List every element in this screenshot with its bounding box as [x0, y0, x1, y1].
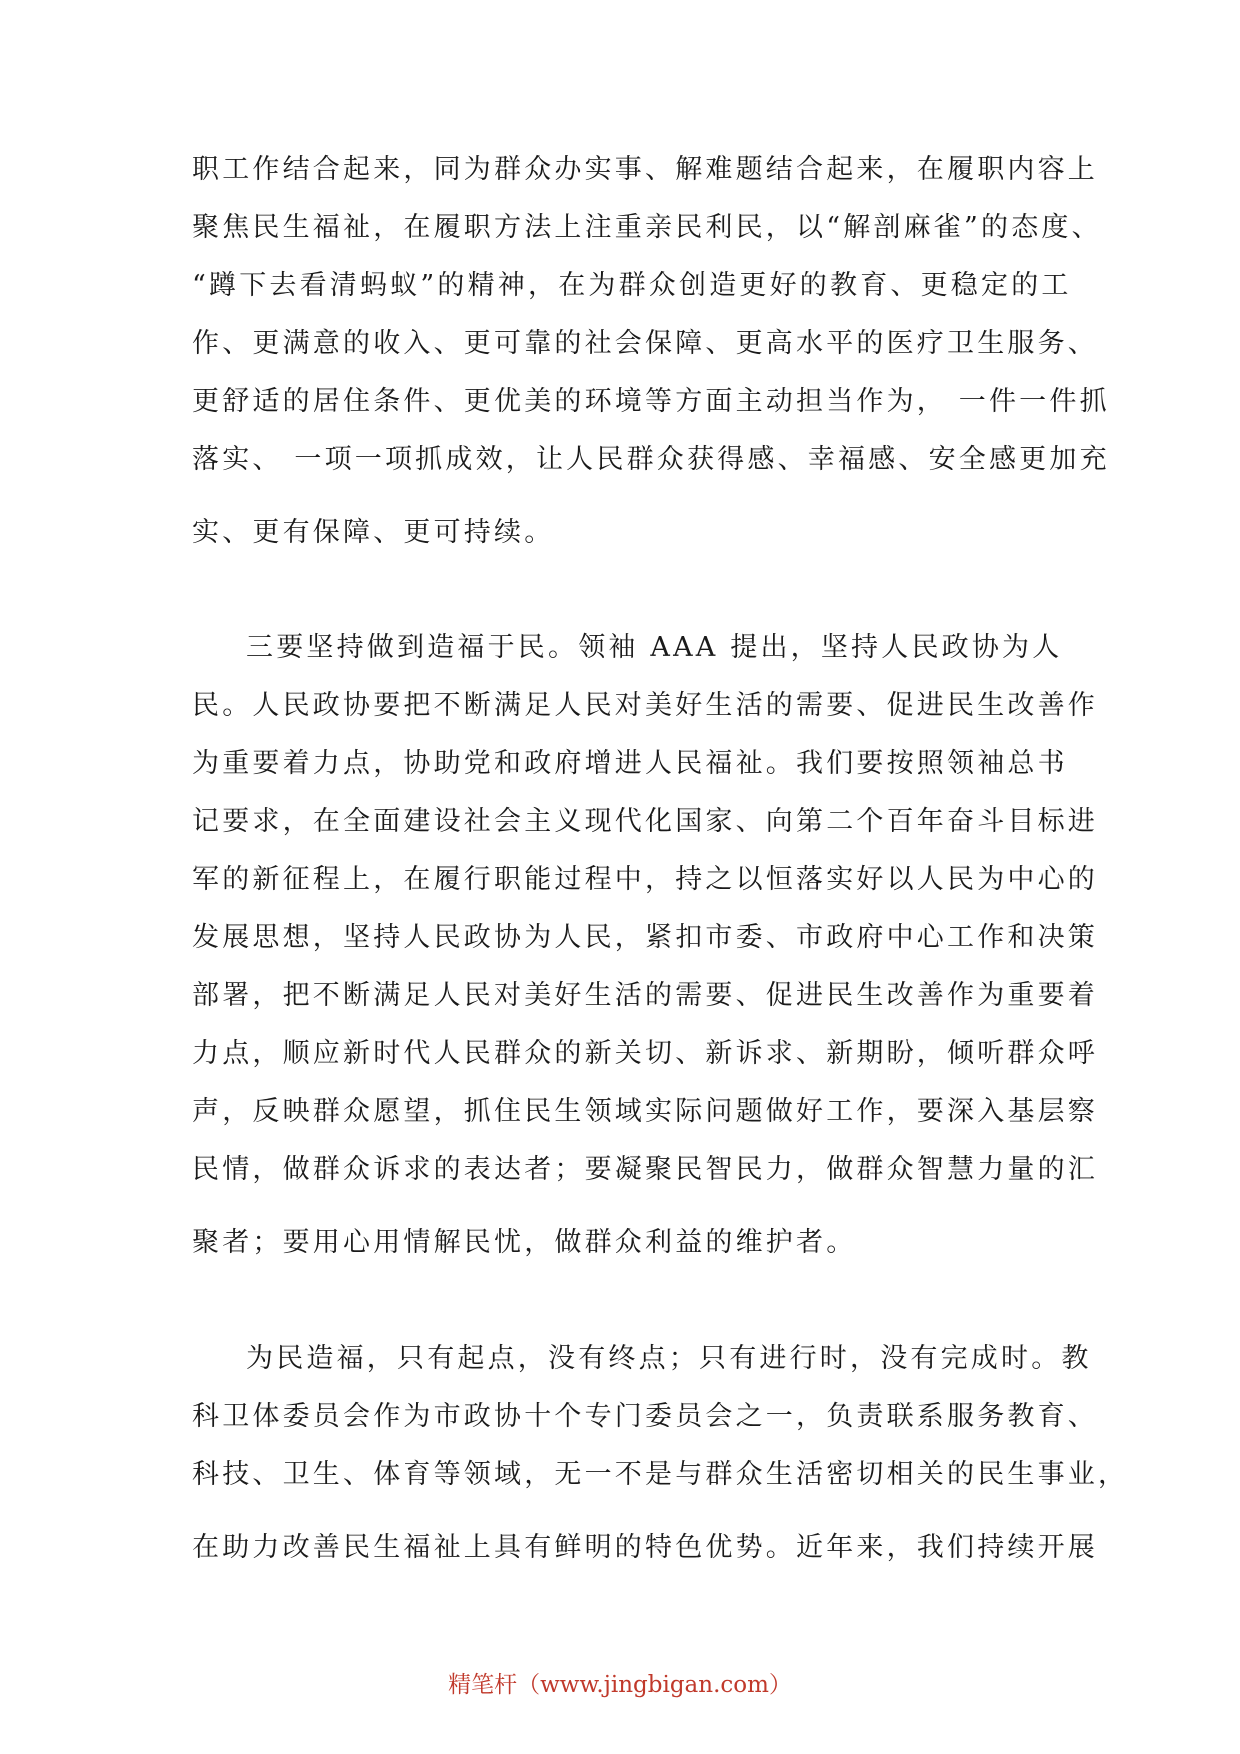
text-line: 力点，顺应新时代人民群众的新关切、新诉求、新期盼，倾听群众呼 [192, 1038, 1098, 1069]
text-line: 记要求，在全面建设社会主义现代化国家、向第二个百年奋斗目标进 [192, 806, 1098, 837]
text-line: 落实、 一项一项抓成效，让人民群众获得感、幸福感、安全感更加充 [192, 444, 1110, 475]
text-line: 民。人民政协要把不断满足人民对美好生活的需要、促进民生改善作 [192, 690, 1098, 721]
text-line: 为重要着力点，协助党和政府增进人民福祉。我们要按照领袖总书 [192, 748, 1068, 779]
text-line: 聚焦民生福祉，在履职方法上注重亲民利民，以“解剖麻雀”的态度、 [192, 212, 1102, 243]
text-line: 实、更有保障、更可持续。 [192, 517, 555, 548]
footer-watermark: 精笔杆（www.jingbigan.com） [448, 1672, 792, 1698]
text-line: 在助力改善民生福祉上具有鲜明的特色优势。近年来，我们持续开展 [192, 1532, 1098, 1563]
text-line: 三要坚持做到造福于民。领袖 AAA 提出，坚持人民政协为人 [246, 632, 1063, 663]
text-line: 军的新征程上，在履行职能过程中，持之以恒落实好以人民为中心的 [192, 864, 1098, 895]
text-line: 为民造福，只有起点，没有终点；只有进行时，没有完成时。教 [246, 1343, 1092, 1374]
text-line: 部署，把不断满足人民对美好生活的需要、促进民生改善作为重要着 [192, 980, 1098, 1011]
text-line: 民情，做群众诉求的表达者；要凝聚民智民力，做群众智慧力量的汇 [192, 1154, 1098, 1185]
text-line: 更舒适的居住条件、更优美的环境等方面主动担当作为， 一件一件抓 [192, 386, 1110, 417]
text-line: 聚者；要用心用情解民忧，做群众利益的维护者。 [192, 1227, 857, 1258]
text-line: 发展思想，坚持人民政协为人民，紧扣市委、市政府中心工作和决策 [192, 922, 1098, 953]
text-line: 作、更满意的收入、更可靠的社会保障、更高水平的医疗卫生服务、 [192, 328, 1098, 359]
text-line: 声，反映群众愿望，抓住民生领域实际问题做好工作，要深入基层察 [192, 1096, 1098, 1127]
text-line: 职工作结合起来，同为群众办实事、解难题结合起来，在履职内容上 [192, 154, 1098, 185]
text-line: 科卫体委员会作为市政协十个专门委员会之一，负责联系服务教育、 [192, 1401, 1098, 1432]
text-line: “蹲下去看清蚂蚁”的精神，在为群众创造更好的教育、更稳定的工 [192, 270, 1072, 301]
text-line: 科技、卫生、体育等领域，无一不是与群众生活密切相关的民生事业， [192, 1459, 1129, 1490]
